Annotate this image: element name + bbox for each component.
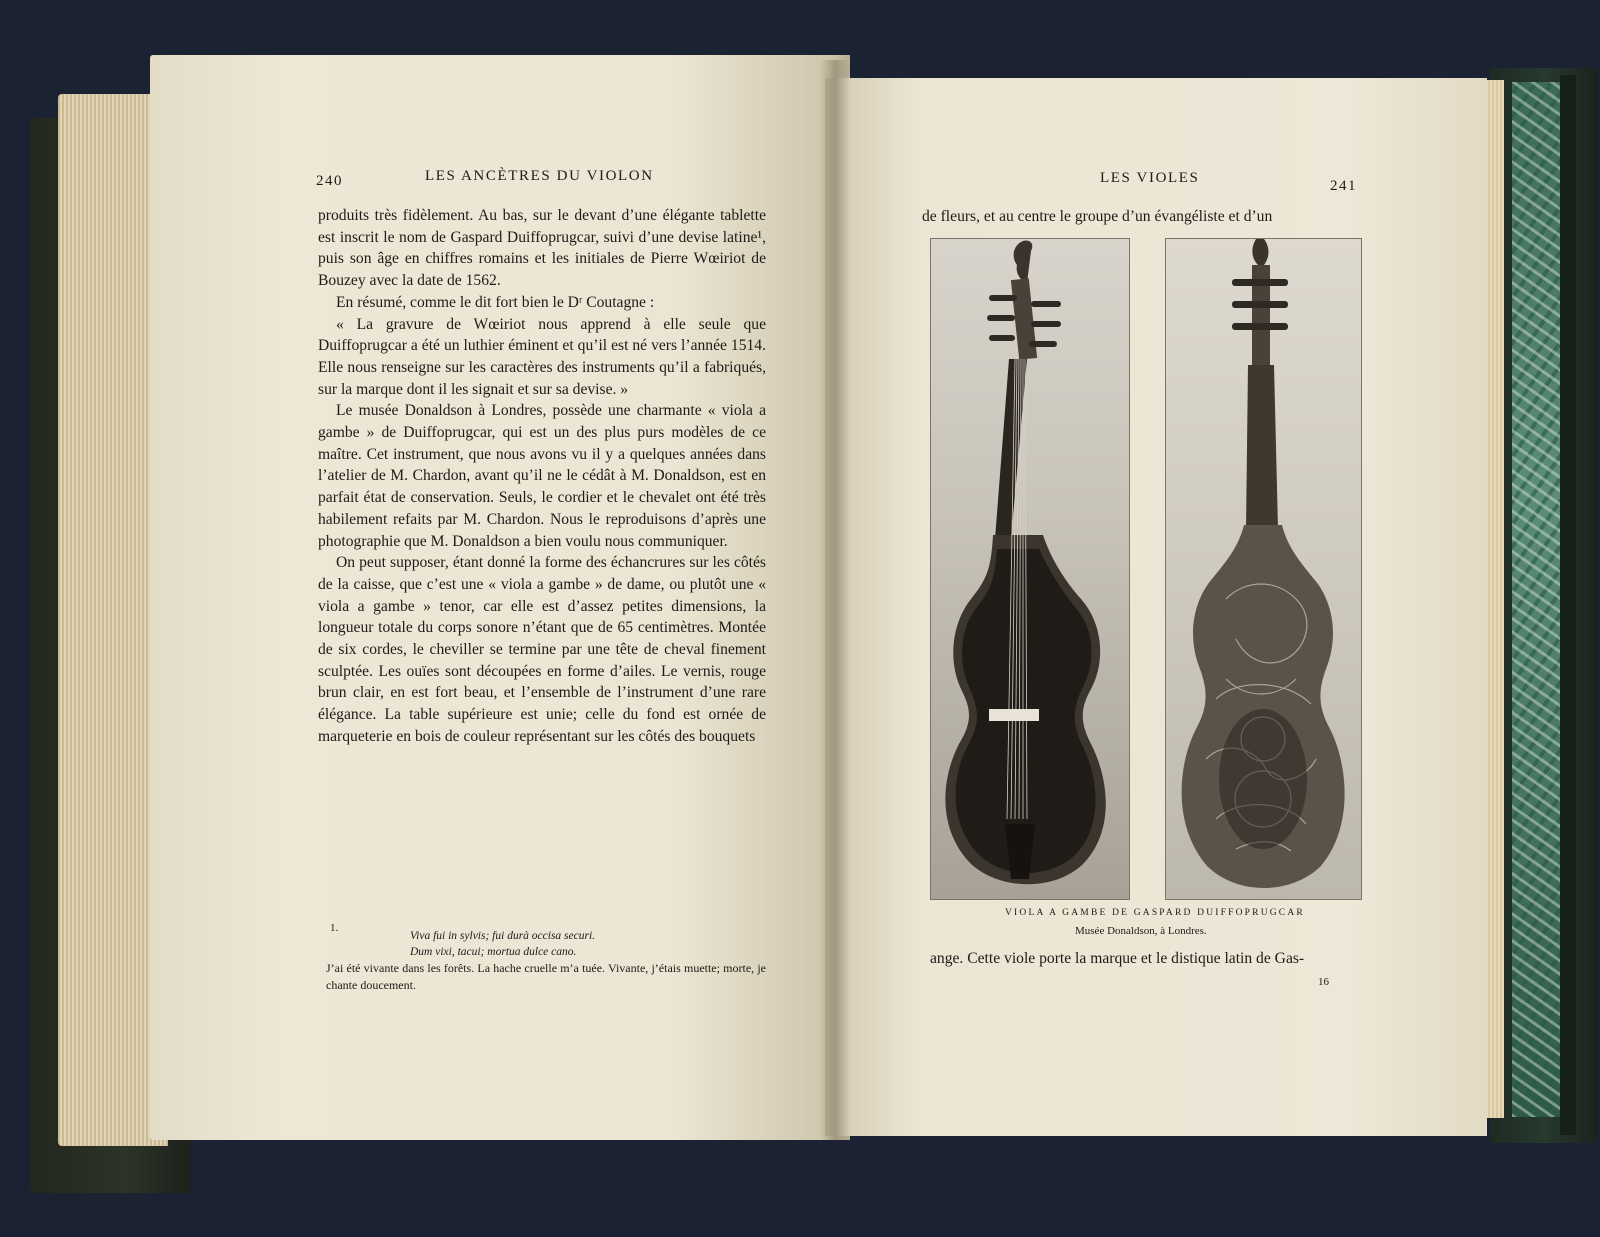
plate-caption-subtitle: Musée Donaldson, à Londres. [1075,925,1207,937]
footnote-verse-line-2: Dum vixi, tacui; mortua dulce cano. [410,946,577,958]
footnote-verse [410,928,595,960]
plate-caption-title: VIOLA A GAMBE DE GASPARD DUIFFOPRUGCAR [1005,908,1305,918]
paragraph-2: En résumé, comme le dit fort bien le Dʳ Coutagne : [336,293,655,311]
paragraph-5: On peut supposer, étant donné la forme des échancrures sur les côtés de la caisse, que c’est une « viola a gambe » de dame, ou plutôt une « viola a gambe » tenor, car elle est d’assez petites dimensions, la longueur totale du corps sonore n’étant que de 65 centimètres. Montée de six cordes, le cheviller se termine par une tête de cheval finement sculptée. Les ouïes sont découpées en forme d’ailes. Le vernis, rouge brun clair, en est fort beau, et l’ensemble de l’instrument d’une rare élégance. La table supérieure est unie; celle du fond est ornée de marqueterie en bois de couleur représentant sur les côtés des bouquets [318,554,766,745]
viol-front-drawing [931,239,1129,899]
left-body-text [318,205,766,748]
plate-illustration [930,238,1358,898]
page-number-left: 240 [316,173,343,189]
footnote-translation: J’ai été vivante dans les forêts. La hache cruelle m’a tuée. Vivante, j’étais muette; morte, je chante doucement. [326,961,766,992]
paragraph-1: produits très fidèlement. Au bas, sur le devant d’une élégante tablette est inscrit le nom de Gaspard Duiffoprugcar, suivi d’une devise latine¹, puis son âge en chiffres romains et les initiales de Pierre Wœiriot de Bouzey avec la date de 1562. [318,207,766,290]
viol-back-drawing [1166,239,1361,899]
viol-front-photo [930,238,1130,900]
footnote-verse-line-1: Viva fui in sylvis; fui durà occisa securi. [410,930,596,942]
running-head-right: LES VIOLES [1100,170,1200,186]
right-top-line: de fleurs, et au centre le groupe d’un évangéliste et d’un [922,208,1273,225]
footnote-number: 1. [330,922,339,934]
viol-back-photo [1165,238,1362,900]
marbled-endpaper [1512,82,1560,1117]
paragraph-4: Le musée Donaldson à Londres, possède une charmante « viola a gambe » de Duiffoprugcar, qui est un des plus purs modèles de ce maître. Cet instrument, que nous avons vu il y a quelques années dans l’atelier de M. Chardon, avant qu’il ne le cédât à M. Donaldson, est en parfait état de conservation. Seuls, le cordier et le chevalet ont été très habilement refaits par M. Chardon. Nous le reproduisons d’après une photographie que M. Donaldson a bien voulu nous communiquer. [318,402,766,550]
page-number-right: 241 [1330,178,1357,194]
gutter [820,60,850,1140]
signature-mark: 16 [1318,976,1329,988]
paragraph-3: « La gravure de Wœiriot nous apprend à elle seule que Duiffoprugcar a été un luthier éminent et qu’il est né vers l’année 1514. Elle nous renseigne sur les caractères des instruments qu’il a fabriqués, sur la marque dont il les signait et sur sa devise. » [318,315,766,398]
right-bottom-line: ange. Cette viole porte la marque et le distique latin de Gas- [930,950,1305,967]
running-head-left: LES ANCÈTRES DU VIOLON [425,168,654,184]
cover-edge [1560,75,1576,1135]
